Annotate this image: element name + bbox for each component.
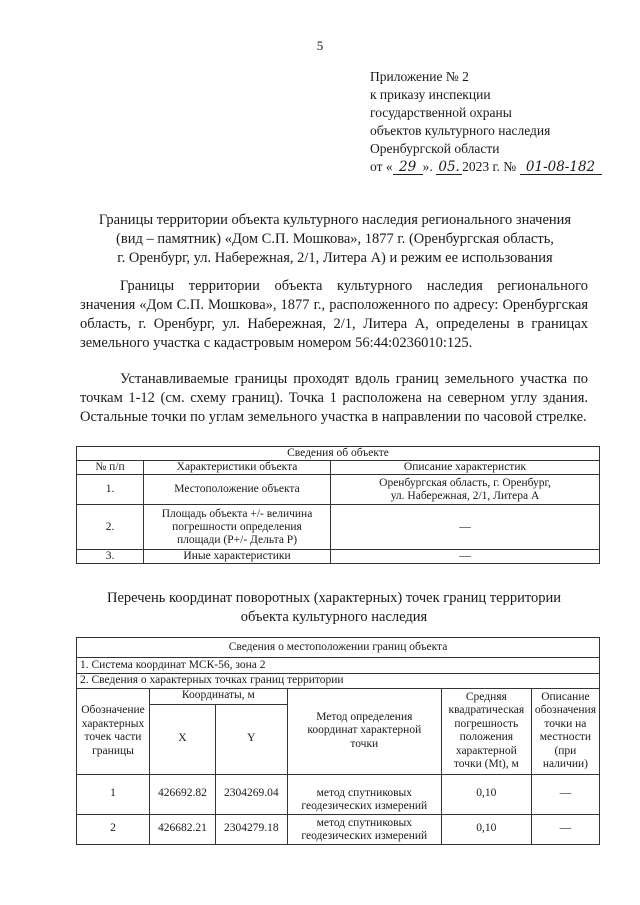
description: — — [531, 814, 599, 844]
error: 0,10 — [441, 774, 531, 814]
handwritten-order-number: 01-08-182 — [520, 160, 602, 175]
date-prefix: от « — [370, 159, 393, 174]
coordinates-table — [76, 637, 600, 845]
header-error: Средняя квадратическая погрешность положения характерной точки (Mt), м — [441, 688, 531, 774]
paragraph-1: Границы территории объекта культурного наследия регионального значения «Дом С.П. Мошкова», 1877 г., расположенного по адресу: Оренбургская область, г. Оренбург, ул. Набережная, 2/1, Литера А, определены в границах земельного участка с кадастровым номером 56:44:0236010:125. — [80, 278, 588, 351]
title-line: г. Оренбург, ул. Набережная, 2/1, Литера А) и режим ее использования — [117, 250, 553, 266]
table-row: 3. Иные характеристики — — [77, 550, 600, 564]
header-x: X — [149, 704, 215, 774]
error: 0,10 — [441, 814, 531, 844]
title-line: (вид – памятник) «Дом С.П. Мошкова», 1877 г. (Оренбургская область, — [116, 231, 554, 247]
point-id: 2 — [77, 814, 150, 844]
paragraph-2: Устанавливаемые границы проходят вдоль границ земельного участка по точкам 1-12 (см. схему границ). Точка 1 расположена на северном углу здания. Остальные точки по углам земельного участка в направлении по часовой стрелке. — [80, 371, 588, 425]
header-coordinates: Координаты, м — [149, 688, 287, 704]
table-caption: Сведения об объекте — [77, 447, 600, 461]
coord-x: 426682.21 — [149, 814, 215, 844]
appendix-line: государственной охраны — [370, 105, 512, 120]
header-method: Метод определения координат характерной точки — [287, 688, 441, 774]
header-designation: Обозначение характерных точек части границы — [77, 688, 150, 774]
points-caption-row: 2. Сведения о характерных точках границ территории — [77, 674, 600, 689]
appendix-line: Приложение № 2 — [370, 69, 469, 84]
column-header: Характеристики объекта — [144, 461, 331, 475]
handwritten-month: 05. — [436, 160, 462, 175]
page-number: 5 — [316, 38, 324, 53]
column-header: Описание характеристик — [331, 461, 600, 475]
table-row — [77, 814, 600, 844]
header-description: Описание обозначения точки на местности (при наличии) — [531, 688, 599, 774]
appendix-line: Оренбургской области — [370, 141, 500, 156]
order-date-line — [370, 158, 602, 176]
table-row — [77, 774, 600, 814]
description: — — [531, 774, 599, 814]
handwritten-day: 29 — [393, 160, 423, 175]
date-mid: ». — [422, 159, 433, 174]
appendix-block — [370, 68, 602, 176]
appendix-line: к приказу инспекции — [370, 87, 491, 102]
title-line: Границы территории объекта культурного наследия регионального значения — [98, 212, 572, 228]
table-row: 1. Местоположение объекта Оренбургская область, г. Оренбург, ул. Набережная, 2/1, Литера А — [77, 475, 600, 505]
table-row: 2. Площадь объекта +/- величина погрешности определения площади (P+/- Дельта P) — — [77, 505, 600, 550]
coord-y: 2304279.18 — [215, 814, 287, 844]
point-id: 1 — [77, 774, 150, 814]
method: метод спутниковых геодезических измерений — [287, 774, 441, 814]
coordinate-system-row: 1. Система координат МСК-56, зона 2 — [77, 658, 600, 674]
coordinates-subtitle: Перечень координат поворотных (характерных) точек границ территории объекта культурного наследия — [106, 590, 562, 625]
method: метод спутниковых геодезических измерений — [287, 814, 441, 844]
document-title — [70, 211, 600, 268]
appendix-line: объектов культурного наследия — [370, 123, 551, 138]
coord-y: 2304269.04 — [215, 774, 287, 814]
coord-x: 426692.82 — [149, 774, 215, 814]
date-year: 2023 г. № — [462, 159, 517, 174]
object-info-table — [76, 446, 600, 564]
table-caption: Сведения о местоположении границ объекта — [77, 638, 600, 658]
header-y: Y — [215, 704, 287, 774]
column-header: № п/п — [77, 461, 144, 475]
